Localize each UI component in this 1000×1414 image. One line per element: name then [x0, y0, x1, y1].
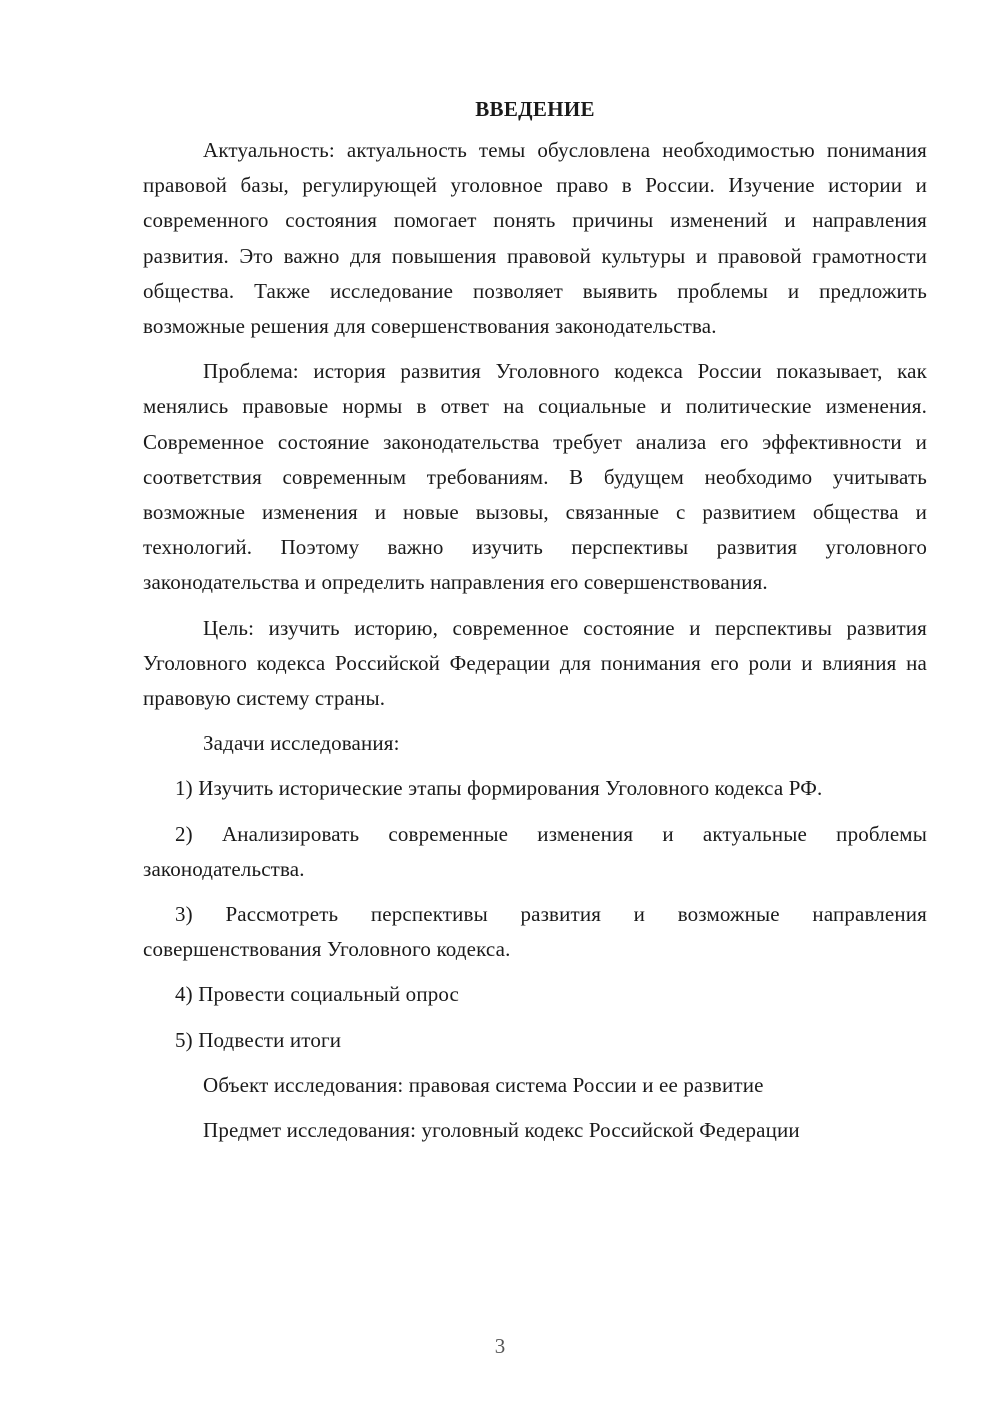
page-number: 3 — [494, 1334, 506, 1358]
relevance-paragraph: Актуальность: актуальность темы обусловлена необходимостью понимания правовой базы, регулирующей уголовное право в России. Изучение истории и современного состояния помогает понять причины изменений и направления развития. Это важно для повышения правовой культуры и правовой грамотности общества. Также исследование позволяет выявить проблемы и предложить возможные решения для совершенствования законодательства. — [143, 138, 927, 339]
page-content — [143, 92, 927, 1158]
goal-paragraph: Цель: изучить историю, современное состояние и перспективы развития Уголовного кодекса Российской Федерации для понимания его роли и влияния на правовую систему страны. — [143, 615, 927, 711]
task-item-4: 4) Провести социальный опрос — [175, 982, 460, 1007]
research-object: Объект исследования: правовая система России и ее развитие — [203, 1072, 764, 1097]
research-subject: Предмет исследования: уголовный кодекс Российской Федерации — [203, 1118, 800, 1143]
task-item-1: 1) Изучить исторические этапы формирования Уголовного кодекса РФ. — [175, 776, 823, 801]
task-item-2: 2) Анализировать современные изменения и актуальные проблемы законодательства. — [143, 821, 927, 881]
section-title: ВВЕДЕНИЕ — [475, 97, 595, 121]
tasks-heading: Задачи исследования: — [203, 731, 400, 756]
task-item-5: 5) Подвести итоги — [175, 1027, 342, 1052]
problem-paragraph: Проблема: история развития Уголовного кодекса России показывает, как менялись правовые нормы в ответ на социальные и политические изменения. Современное состояние законодательства требует анализа его эффективности и соответствия современным требованиям. В будущем необходимо учитывать возможные изменения и новые вызовы, связанные с развитием общества и технологий. Поэтому важно изучить перспективы развития уголовного законодательства и определить направления его совершенствования. — [143, 359, 927, 595]
task-item-3: 3) Рассмотреть перспективы развития и возможные направления совершенствования Уголовного кодекса. — [143, 902, 927, 962]
